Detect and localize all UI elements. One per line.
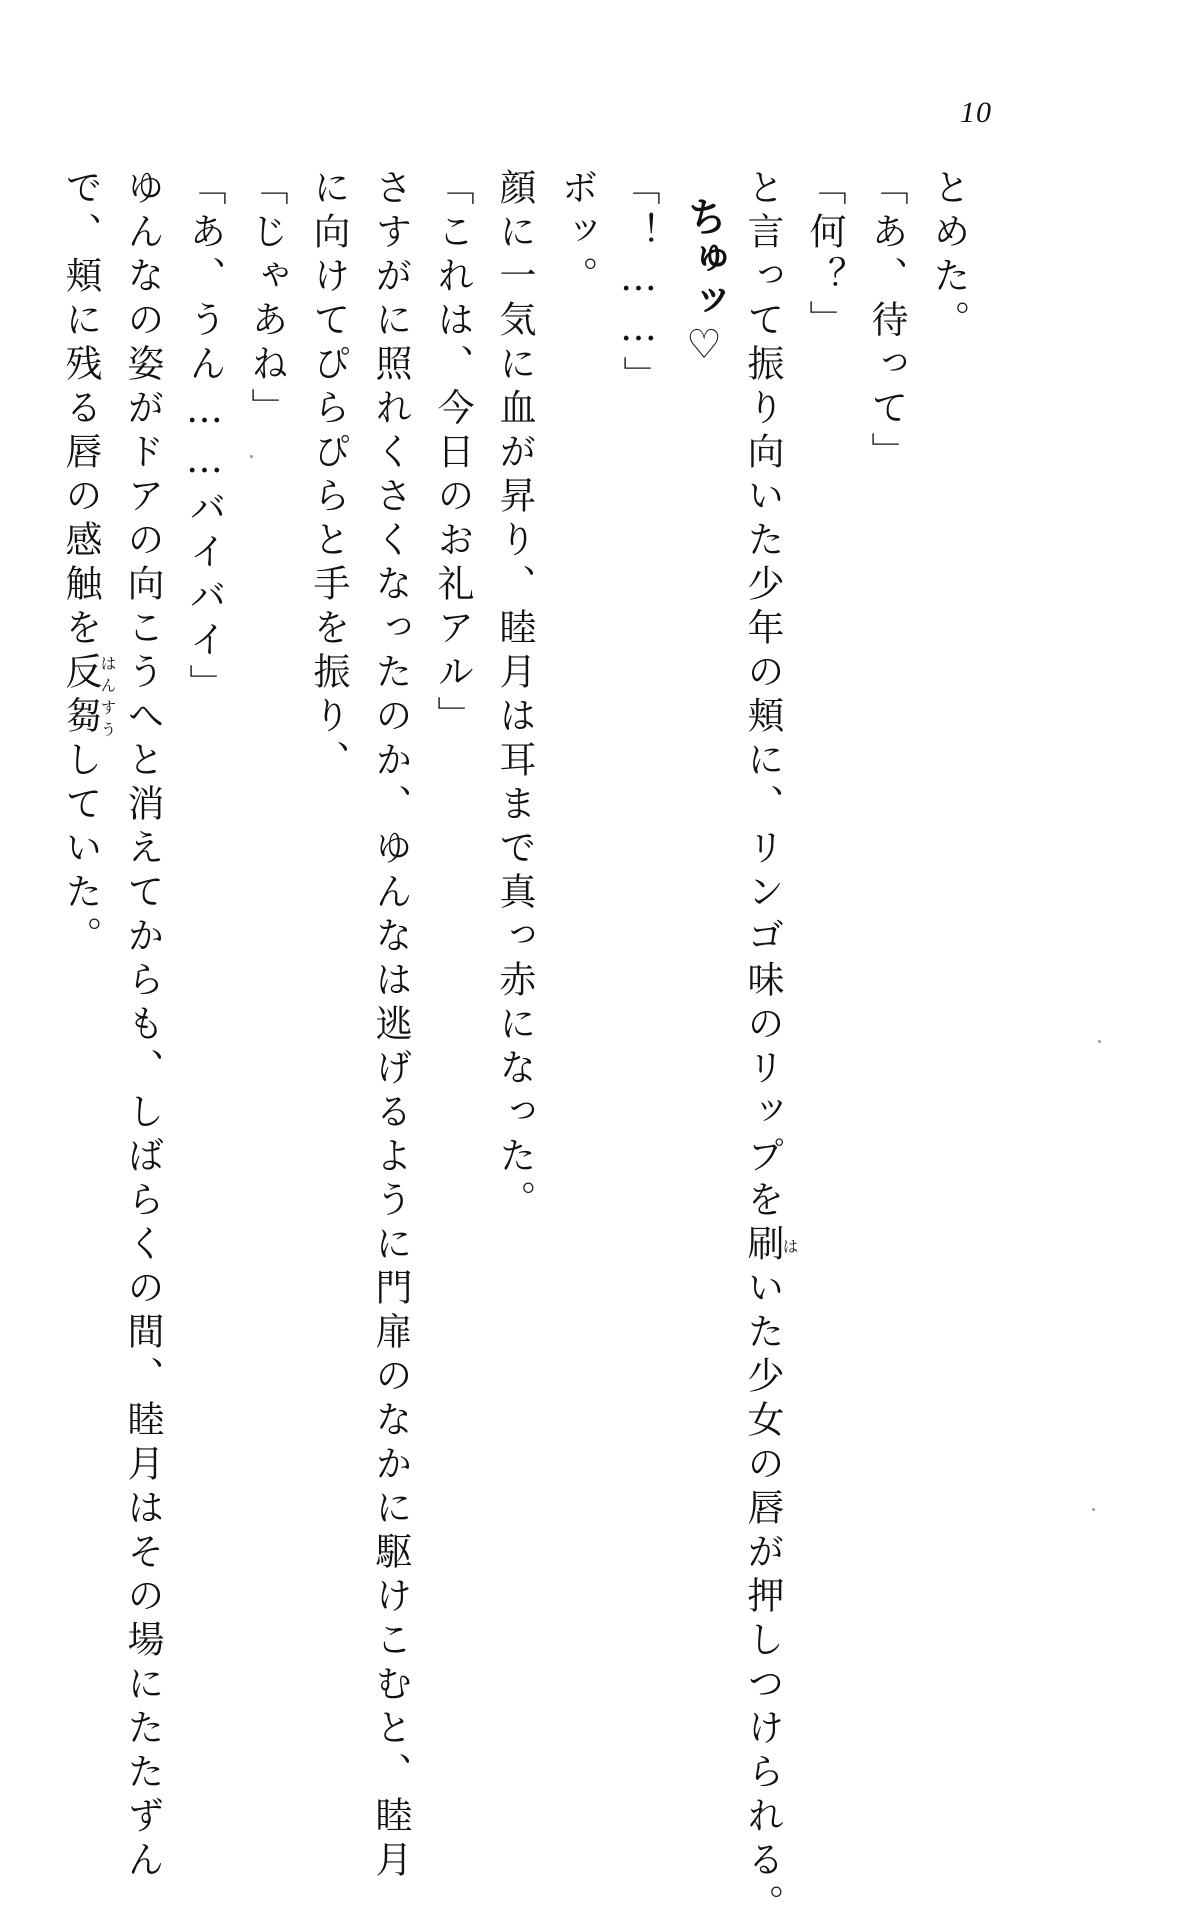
ruby-reading: は — [780, 1224, 799, 1268]
text-line-15 — [59, 168, 117, 960]
scan-speck — [1098, 1040, 1101, 1043]
text-line-15-before: で、頬に残る唇の感触を — [59, 168, 102, 652]
text-line-1: とめた。 — [927, 168, 970, 344]
text-line-10: さすがに照れくさくなったのか、ゆんなは逃げるように門扉のなかに駆けこむと、睦月 — [369, 168, 412, 1884]
text-line-9: 「これは、今日のお礼アル」 — [431, 168, 474, 740]
text-line-6: 「！……」 — [617, 168, 660, 400]
text-line-7: ボッ。 — [555, 168, 598, 300]
text-line-14: ゆんなの姿がドアの向こうへと消えてからも、しばらくの間、睦月はその場にたたずん — [121, 168, 164, 1884]
ruby-base: 刷 — [741, 1224, 784, 1268]
page-number: 10 — [960, 96, 992, 129]
text-line-13: 「あ、うん……バイバイ」 — [183, 168, 226, 708]
ruby-base: 反芻 — [59, 652, 102, 740]
text-line-4-after: いた少女の唇が押しつけられる。 — [741, 1268, 784, 1928]
text-line-4-before: と言って振り向いた少年の頬に、リンゴ味のリップを — [741, 168, 784, 1224]
text-line-12: 「じゃあね」 — [245, 168, 288, 432]
scan-speck — [1092, 1508, 1095, 1511]
text-line-11: に向けてぴらぴらと手を振り、 — [307, 168, 350, 784]
text-line-8: 顔に一気に血が昇り、睦月は耳まで真っ赤になった。 — [493, 168, 536, 1224]
text-line-15-after: していた。 — [59, 740, 102, 960]
ruby-word — [741, 1224, 799, 1268]
text-line-2: 「あ、待って」 — [865, 168, 908, 476]
text-line-4 — [741, 168, 799, 1928]
ruby-word — [59, 652, 117, 740]
sound-effect-kiss: ちゅッ♡ — [681, 196, 727, 370]
text-line-3: 「何？」 — [803, 168, 846, 344]
scan-speck — [250, 455, 253, 458]
ruby-reading: はんすう — [98, 652, 117, 740]
